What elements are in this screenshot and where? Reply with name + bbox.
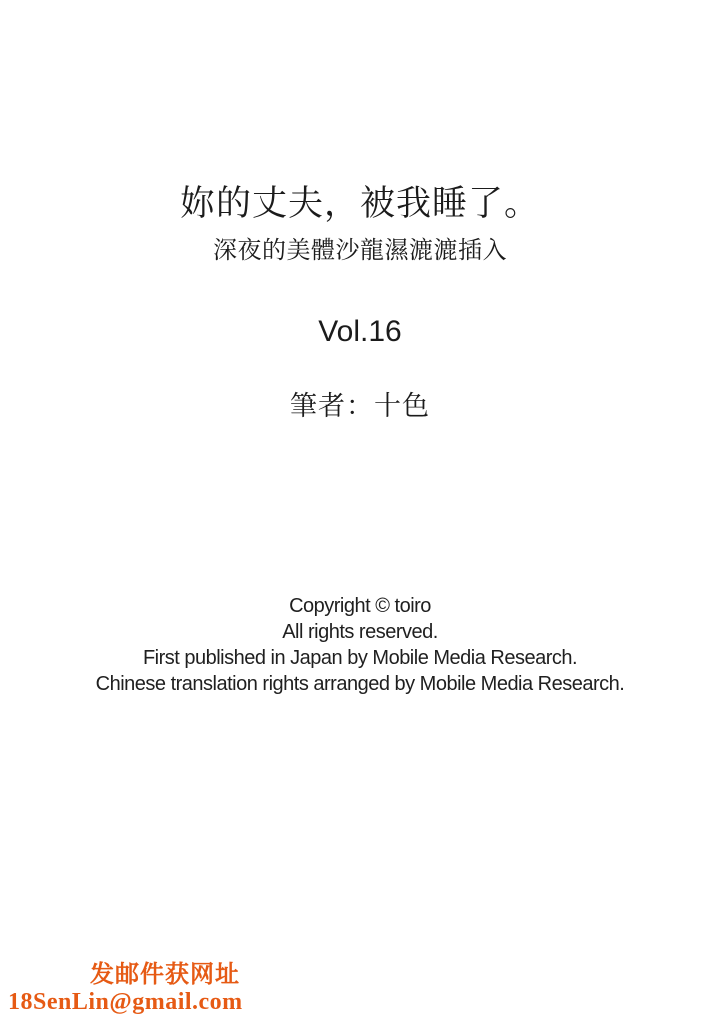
series-subtitle: 深夜的美體沙龍濕漉漉插入 — [213, 237, 507, 264]
copyright-line: Copyright © toiro — [289, 595, 431, 617]
author-credit: 筆者：十色 — [290, 391, 430, 421]
contact-note: 发邮件获网址 — [90, 962, 240, 988]
volume-number: Vol.16 — [318, 315, 402, 348]
translator-contact-watermark — [8, 962, 243, 1016]
copyright-line: First published in Japan by Mobile Media Research. — [142, 647, 578, 669]
series-title: 妳的丈夫，被我睡了。 — [179, 184, 540, 223]
copyright-line: All rights reserved. — [282, 621, 438, 643]
contact-email-address: 18SenLin@gmail.com — [8, 989, 243, 1015]
copyright-block — [0, 593, 720, 697]
copyright-line: Chinese translation rights arranged by Mobile Media Research. — [95, 673, 625, 695]
